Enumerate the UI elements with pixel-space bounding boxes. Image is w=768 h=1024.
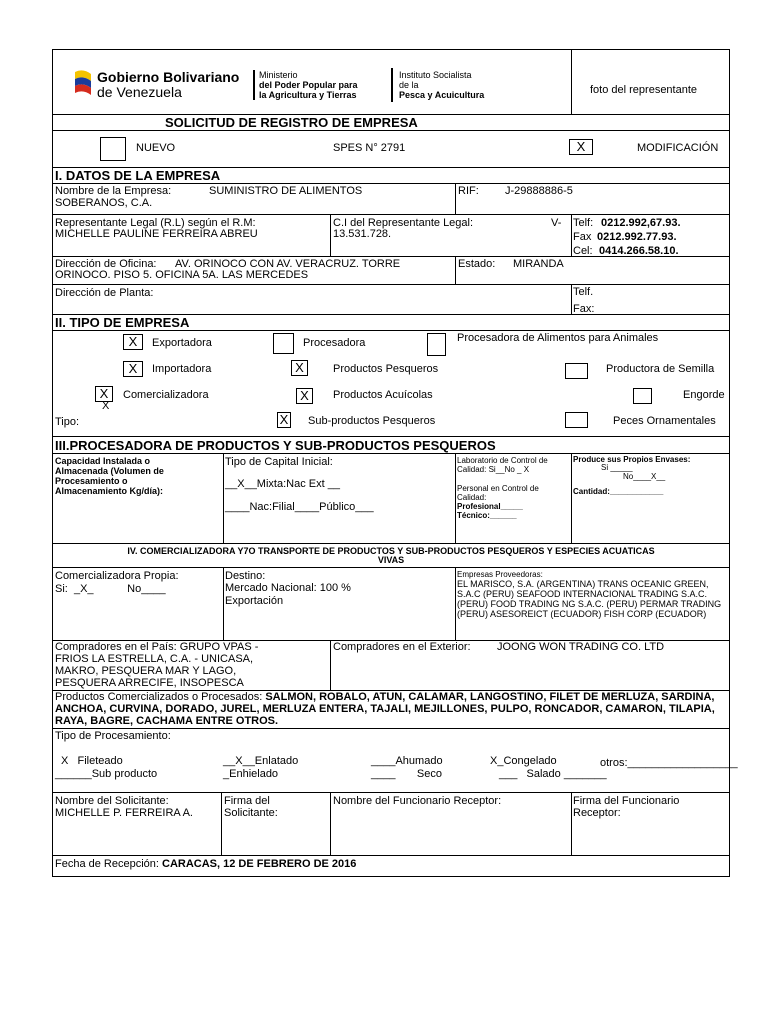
proveedoras-value: EL MARISCO, S.A. (ARGENTINA) TRANS OCEANIC GREEN, S.A.C (PERU) SEAFOOD INTERNACIONAL TRADING S.A.C. (PERU) FOOD TRADING NG S.A.C. (PERU) PERMAR TRADING (PERU) ASESOREICT (ECUADOR) FISH CORP (ECUADOR) bbox=[457, 579, 722, 619]
company-name-label: Nombre de la Empresa: bbox=[55, 185, 172, 197]
comercializadora-checkbox[interactable]: X bbox=[95, 386, 113, 402]
rule bbox=[53, 256, 729, 257]
logo-divider bbox=[253, 70, 255, 100]
funcionario-label: Nombre del Funcionario Receptor: bbox=[333, 795, 502, 807]
rule bbox=[53, 330, 729, 331]
legal-rep-label: Representante Legal (R.L) según el R.M: bbox=[55, 217, 256, 229]
compradores-ext-value: JOONG WON TRADING CO. LTD bbox=[497, 641, 665, 653]
envases-line1: Produce sus Propios Envases: bbox=[573, 455, 691, 464]
productos-value: SALMON, ROBALO, ATUN, CALAMAR, LANGOSTINO, FILET DE MERLUZA, SARDINA, ANCHOA, CURVINA, DORADO, JUREL, MERLUZA ENTERA, TAJALI, MEJILLONES, PULPO, RONCADOR, CAMARON, TILAPIA, RAYA, BAGRE, CACHAMA ENTRE OTROS. bbox=[55, 691, 715, 727]
propia-label: Comercializadora Propia: bbox=[55, 570, 179, 582]
capacidad-line2: Almacenada (Volumen de bbox=[55, 466, 164, 476]
rule bbox=[571, 792, 572, 855]
rif-value: J-29888886-5 bbox=[505, 185, 573, 197]
telf2-label: Telf. bbox=[573, 286, 594, 298]
productos bbox=[55, 691, 727, 727]
company-name-value-2: SOBERANOS, C.A. bbox=[55, 197, 153, 209]
capital-label: Tipo de Capital Inicial: bbox=[225, 456, 333, 468]
section-1-title: I. DATOS DE LA EMPRESA bbox=[55, 168, 221, 183]
envases-line2: Si _____ bbox=[601, 463, 633, 472]
otros-option: otros:__________________ bbox=[600, 757, 738, 769]
ahumado-option: ____Ahumado bbox=[371, 755, 443, 767]
subproducto-option: ______Sub producto bbox=[55, 768, 158, 780]
subprod-checkbox[interactable]: X bbox=[277, 412, 291, 428]
rule bbox=[53, 183, 729, 184]
proc-animales-label: Procesadora de Alimentos para Animales bbox=[457, 332, 659, 344]
office-address-label: Dirección de Oficina: bbox=[55, 258, 157, 270]
telf-label: Telf: bbox=[573, 217, 594, 229]
section-4-title-2: VIVAS bbox=[377, 555, 405, 565]
cel-label: Cel: bbox=[573, 245, 593, 257]
ci-value: 13.531.728. bbox=[333, 228, 392, 240]
nuevo-checkbox[interactable] bbox=[100, 137, 126, 161]
prod-acuicolas-checkbox[interactable]: X bbox=[296, 388, 313, 404]
ministerio-line1: Ministerio bbox=[259, 70, 298, 80]
estado-value: MIRANDA bbox=[513, 258, 564, 270]
productora-semilla-checkbox[interactable] bbox=[565, 363, 588, 379]
fax-value: 0212.992.77.93. bbox=[597, 231, 677, 243]
photo-placeholder-label: foto del representante bbox=[590, 84, 698, 96]
section-3-title: III.PROCESADORA DE PRODUCTOS Y SUB-PRODUCTOS PESQUEROS bbox=[55, 438, 496, 453]
rif-label: RIF: bbox=[458, 185, 479, 197]
office-address-value-2: ORINOCO. PISO 5. OFICINA 5A. LAS MERCEDES bbox=[55, 269, 309, 281]
gov-logo-line1: Gobierno Bolivariano bbox=[97, 69, 240, 85]
instituto-line2: de la bbox=[399, 80, 419, 90]
comercializadora-mark-2: X bbox=[102, 400, 110, 412]
firma-solicitante-label-1: Firma del bbox=[224, 795, 270, 807]
ci-label: C.I del Representante Legal: bbox=[333, 217, 474, 229]
personal-line2: Calidad: bbox=[457, 493, 487, 502]
fecha-value: CARACAS, 12 DE FEBRERO DE 2016 bbox=[162, 858, 357, 870]
prod-acuicolas-label: Productos Acuícolas bbox=[333, 389, 433, 401]
legal-rep-value: MICHELLE PAULINE FERREIRA ABREU bbox=[55, 228, 258, 240]
peces-checkbox[interactable] bbox=[565, 412, 588, 428]
productora-semilla-label: Productora de Semilla bbox=[606, 363, 715, 375]
personal-line1: Personal en Control de bbox=[457, 484, 539, 493]
rule bbox=[455, 183, 456, 214]
estado-label: Estado: bbox=[458, 258, 496, 270]
solicitante-label: Nombre del Solicitante: bbox=[55, 795, 169, 807]
destino-exportacion: Exportación bbox=[225, 595, 284, 607]
fecha-recepcion bbox=[55, 858, 356, 870]
rule bbox=[53, 567, 729, 568]
engorde-label: Engorde bbox=[683, 389, 725, 401]
importadora-label: Importadora bbox=[152, 363, 212, 375]
rule bbox=[53, 130, 729, 131]
tipo-label: Tipo: bbox=[55, 416, 80, 428]
personal-line4: Técnico:______ bbox=[457, 511, 517, 520]
rule bbox=[53, 792, 729, 793]
seco-option: ____ Seco bbox=[371, 768, 442, 780]
rule bbox=[53, 284, 729, 285]
capacidad-line3: Procesamiento o bbox=[55, 476, 128, 486]
capital-line2: ____Nac:Filial____Público___ bbox=[225, 501, 374, 513]
rule bbox=[53, 214, 729, 215]
peces-label: Peces Ornamentales bbox=[613, 415, 716, 427]
prod-pesqueros-checkbox[interactable]: X bbox=[291, 360, 308, 376]
rule bbox=[330, 792, 331, 855]
fecha-label: Fecha de Recepción: bbox=[55, 858, 159, 870]
rule bbox=[571, 214, 572, 256]
enlatado-option: __X__Enlatado bbox=[223, 755, 299, 767]
subprod-label: Sub-productos Pesqueros bbox=[308, 415, 436, 427]
company-name-value-1: SUMINISTRO DE ALIMENTOS bbox=[209, 185, 363, 197]
modificacion-checkbox[interactable]: X bbox=[569, 139, 593, 155]
salado-option: ___ Salado _______ bbox=[499, 768, 607, 780]
rule bbox=[53, 543, 729, 544]
fax2-label: Fax: bbox=[573, 303, 595, 315]
section-4-title-1: IV. COMERCIALIZADORA Y7O TRANSPORTE DE PRODUCTOS Y SUB-PRODUCTOS PESQUEROS Y ESPECIES ACUATICAS bbox=[127, 546, 655, 556]
propia-value: Si: _X_ No____ bbox=[55, 583, 166, 595]
lab-line1: Laboratorio de Control de bbox=[457, 456, 548, 465]
cantidad-label: Cantidad:____________ bbox=[573, 487, 664, 496]
nuevo-label: NUEVO bbox=[136, 142, 176, 154]
destino-label: Destino: bbox=[225, 570, 266, 582]
proc-animales-checkbox[interactable] bbox=[427, 333, 446, 356]
ci-prefix: V- bbox=[551, 217, 562, 229]
compradores-ext-label: Compradores en el Exterior: bbox=[333, 641, 471, 653]
congelado-option: X_Congelado bbox=[490, 755, 557, 767]
rule bbox=[223, 567, 224, 640]
compradores-pais: Compradores en el País: GRUPO VPAS - FRIOS LA ESTRELLA, C.A. - UNICASA, MAKRO, PESQUERA MAR Y LAGO, PESQUERA ARRECIFE, INSOPESCA bbox=[55, 641, 259, 689]
firma-funcionario-label-1: Firma del Funcionario bbox=[573, 795, 680, 807]
rule bbox=[53, 728, 729, 729]
enhielado-option: _Enhielado bbox=[223, 768, 279, 780]
logo-divider-2 bbox=[391, 68, 393, 102]
rule bbox=[571, 284, 572, 314]
rule bbox=[330, 640, 331, 690]
personal-line3: Profesional_____ bbox=[457, 502, 523, 511]
exportadora-checkbox[interactable]: X bbox=[123, 334, 143, 350]
rule bbox=[330, 214, 331, 256]
importadora-checkbox[interactable]: X bbox=[123, 361, 143, 377]
firma-solicitante-label-2: Solicitante: bbox=[224, 807, 278, 819]
rule bbox=[223, 453, 224, 543]
rule bbox=[455, 453, 456, 543]
procesadora-checkbox[interactable] bbox=[273, 333, 294, 354]
rule bbox=[455, 567, 456, 640]
solicitante-value: MICHELLE P. FERREIRA A. bbox=[55, 807, 193, 819]
header-photo-divider bbox=[571, 50, 572, 114]
procesadora-label: Procesadora bbox=[303, 337, 366, 349]
form-title: SOLICITUD DE REGISTRO DE EMPRESA bbox=[165, 115, 418, 130]
tipo-procesamiento-label: Tipo de Procesamiento: bbox=[55, 730, 171, 742]
modificacion-label: MODIFICACIÓN bbox=[637, 142, 719, 154]
rule bbox=[53, 855, 729, 856]
firma-funcionario-label-2: Receptor: bbox=[573, 807, 621, 819]
instituto-line3: Pesca y Acuicultura bbox=[399, 90, 485, 100]
rule bbox=[571, 453, 572, 543]
gov-logo-line2: de Venezuela bbox=[97, 84, 182, 100]
ministerio-line3: la Agricultura y Tierras bbox=[259, 90, 357, 100]
rule bbox=[221, 792, 222, 855]
lab-line2: Calidad: Si__No _ X bbox=[457, 465, 530, 474]
engorde-checkbox[interactable] bbox=[633, 388, 652, 404]
destino-nacional: Mercado Nacional: 100 % bbox=[225, 582, 351, 594]
rule bbox=[53, 453, 729, 454]
venezuela-flag-icon bbox=[73, 68, 93, 98]
telf-value: 0212.992,67.93. bbox=[601, 217, 681, 229]
ministerio-line2: del Poder Popular para bbox=[259, 80, 358, 90]
registration-form bbox=[52, 49, 738, 877]
envases-line3: No____X__ bbox=[623, 472, 666, 481]
rule bbox=[455, 256, 456, 284]
productos-label: Productos Comercializados o Procesados: bbox=[55, 691, 263, 703]
prod-pesqueros-label: Productos Pesqueros bbox=[333, 363, 439, 375]
fax-label: Fax bbox=[573, 231, 592, 243]
spes-number: SPES N° 2791 bbox=[333, 142, 406, 154]
capacidad-line4: Almacenamiento Kg/día): bbox=[55, 486, 164, 496]
section-2-title: II. TIPO DE EMPRESA bbox=[55, 315, 190, 330]
cel-value: 0414.266.58.10. bbox=[599, 245, 679, 257]
capital-line1: __X__Mixta:Nac Ext __ bbox=[225, 478, 340, 490]
comercializadora-label: Comercializadora bbox=[123, 389, 209, 401]
office-address-value-1: AV. ORINOCO CON AV. VERACRUZ. TORRE bbox=[175, 258, 401, 270]
proveedoras-label: Empresas Proveedoras: bbox=[457, 570, 543, 579]
exportadora-label: Exportadora bbox=[152, 337, 212, 349]
plant-address-label: Dirección de Planta: bbox=[55, 287, 154, 299]
fileteado-option: X Fileteado bbox=[61, 755, 123, 767]
instituto-line1: Instituto Socialista bbox=[399, 70, 472, 80]
capacidad-line1: Capacidad Instalada o bbox=[55, 456, 151, 466]
rule bbox=[53, 436, 729, 437]
